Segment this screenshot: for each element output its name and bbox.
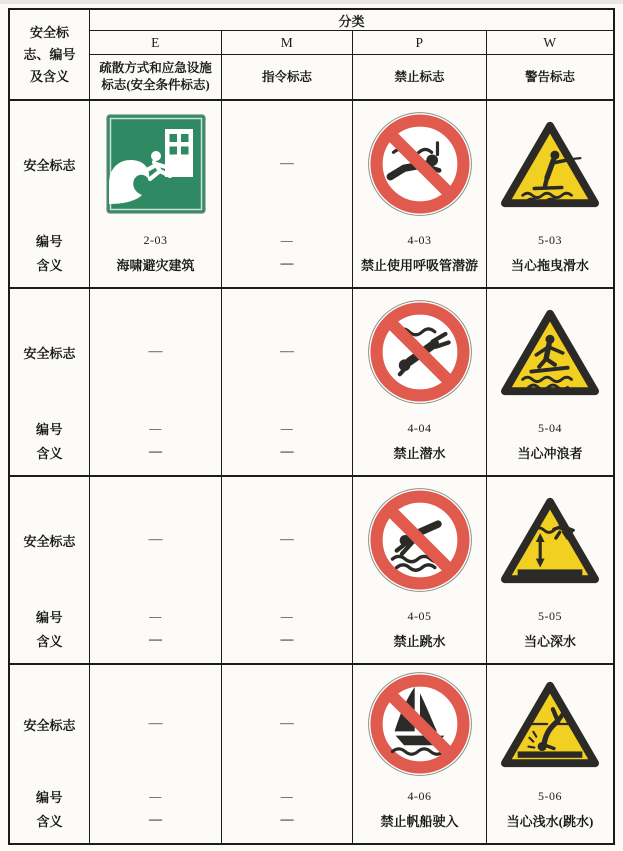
sign-meaning: — <box>149 631 162 646</box>
sign-number: 5-05 <box>538 608 562 623</box>
empty-dash: — <box>280 344 294 359</box>
empty-dash: — <box>148 344 163 359</box>
sign-meaning: 当心浅水(跳水) <box>506 814 594 829</box>
no-scuba-diving-icon <box>367 299 473 405</box>
row-labels <box>10 289 90 477</box>
sign-number: 5-04 <box>538 420 562 435</box>
sign-meaning: 当心冲浪者 <box>517 446 583 461</box>
sign-meaning: — <box>149 811 162 826</box>
row-label-sign: 安全标志 <box>23 533 76 549</box>
cell-m-row2 <box>222 289 353 477</box>
sign-meaning: 禁止跳水 <box>393 634 446 649</box>
corner-label: 安全标志、编号及含义 <box>10 10 90 101</box>
cell-e-row1 <box>90 101 222 289</box>
row-label-number: 编号 <box>35 609 63 625</box>
cell-p-row3 <box>353 477 487 665</box>
cell-w-row4 <box>487 665 613 843</box>
row-label-sign: 安全标志 <box>23 157 76 173</box>
warning-deep-water-icon <box>501 496 599 584</box>
cell-p-row4 <box>353 665 487 843</box>
cell-e-row2 <box>90 289 222 477</box>
tsunami-evacuation-building-icon <box>106 114 206 214</box>
sign-meaning: — <box>280 255 294 270</box>
cell-w-row1 <box>487 101 613 289</box>
sign-number: — <box>280 608 294 623</box>
row-label-number: 编号 <box>35 421 63 437</box>
sign-number: 5-06 <box>538 788 562 803</box>
sign-area <box>353 101 486 227</box>
sign-number: — <box>280 788 294 803</box>
warning-towed-water-skiing-icon <box>501 120 599 208</box>
sign-number: — <box>280 420 294 435</box>
cell-w-row2 <box>487 289 613 477</box>
no-sailing-boats-icon <box>367 671 473 777</box>
sign-meaning: 禁止使用呼吸管潜游 <box>360 258 478 273</box>
sign-meaning: — <box>149 443 162 458</box>
column-code-w: W <box>487 31 613 55</box>
column-code-m: M <box>222 31 353 55</box>
cell-p-row2 <box>353 289 487 477</box>
empty-dash: — <box>280 716 294 731</box>
sign-number: 4-06 <box>407 788 432 803</box>
column-desc-p: 禁止标志 <box>353 55 487 101</box>
sign-number: 5-03 <box>538 232 562 247</box>
sign-area <box>353 289 486 415</box>
sign-area <box>353 665 486 783</box>
sign-number: — <box>280 232 294 247</box>
sign-number: 4-05 <box>407 608 432 623</box>
empty-dash: — <box>280 532 294 547</box>
cell-m-row4 <box>222 665 353 843</box>
row-label-meaning: 含义 <box>36 446 63 461</box>
row-labels <box>10 665 90 843</box>
cell-p-row1 <box>353 101 487 289</box>
column-desc-m: 指令标志 <box>222 55 353 101</box>
row-label-sign: 安全标志 <box>23 717 76 733</box>
sign-area <box>487 101 613 227</box>
cell-m-row1 <box>222 101 353 289</box>
sign-number: — <box>149 788 162 803</box>
no-snorkel-diving-icon <box>367 111 473 217</box>
row-labels <box>10 101 90 289</box>
sign-meaning: 当心深水 <box>523 634 576 649</box>
warning-shallow-water-icon <box>501 680 599 768</box>
sign-area <box>353 477 486 603</box>
sign-meaning: — <box>280 811 294 826</box>
column-code-e: E <box>90 31 222 55</box>
sign-meaning: 禁止帆船驶入 <box>380 814 459 829</box>
row-labels <box>10 477 90 665</box>
empty-dash: — <box>148 532 163 547</box>
row-label-number: 编号 <box>35 233 63 249</box>
sign-number: — <box>149 608 162 623</box>
sign-area <box>487 665 613 783</box>
sign-number: 4-03 <box>407 232 432 247</box>
safety-sign-table <box>8 8 615 845</box>
row-label-meaning: 含义 <box>36 258 63 273</box>
column-desc-w: 警告标志 <box>487 55 613 101</box>
cell-e-row4 <box>90 665 222 843</box>
sign-meaning: — <box>280 443 294 458</box>
sign-area <box>90 101 221 227</box>
row-label-meaning: 含义 <box>36 814 63 829</box>
sign-meaning: 当心拖曳滑水 <box>510 258 589 273</box>
row-label-sign: 安全标志 <box>23 345 76 361</box>
row-label-meaning: 含义 <box>36 634 63 649</box>
sign-meaning: 禁止潜水 <box>393 446 446 461</box>
sign-number: — <box>149 420 162 435</box>
cell-e-row3 <box>90 477 222 665</box>
warning-surfer-icon <box>501 308 599 396</box>
column-desc-e: 疏散方式和应急设施标志(安全条件标志) <box>90 55 222 101</box>
cell-m-row3 <box>222 477 353 665</box>
classification-header: 分类 <box>90 10 613 31</box>
sign-area <box>487 477 613 603</box>
sign-meaning: — <box>280 631 294 646</box>
row-label-number: 编号 <box>35 789 63 805</box>
empty-dash: — <box>148 716 163 731</box>
cell-w-row3 <box>487 477 613 665</box>
empty-dash: — <box>280 156 294 171</box>
sign-meaning: 海啸避灾建筑 <box>116 258 195 273</box>
sign-number: 4-04 <box>407 420 432 435</box>
column-code-p: P <box>353 31 487 55</box>
sign-area <box>487 289 613 415</box>
sign-number: 2-03 <box>143 232 168 247</box>
no-diving-icon <box>367 487 473 593</box>
